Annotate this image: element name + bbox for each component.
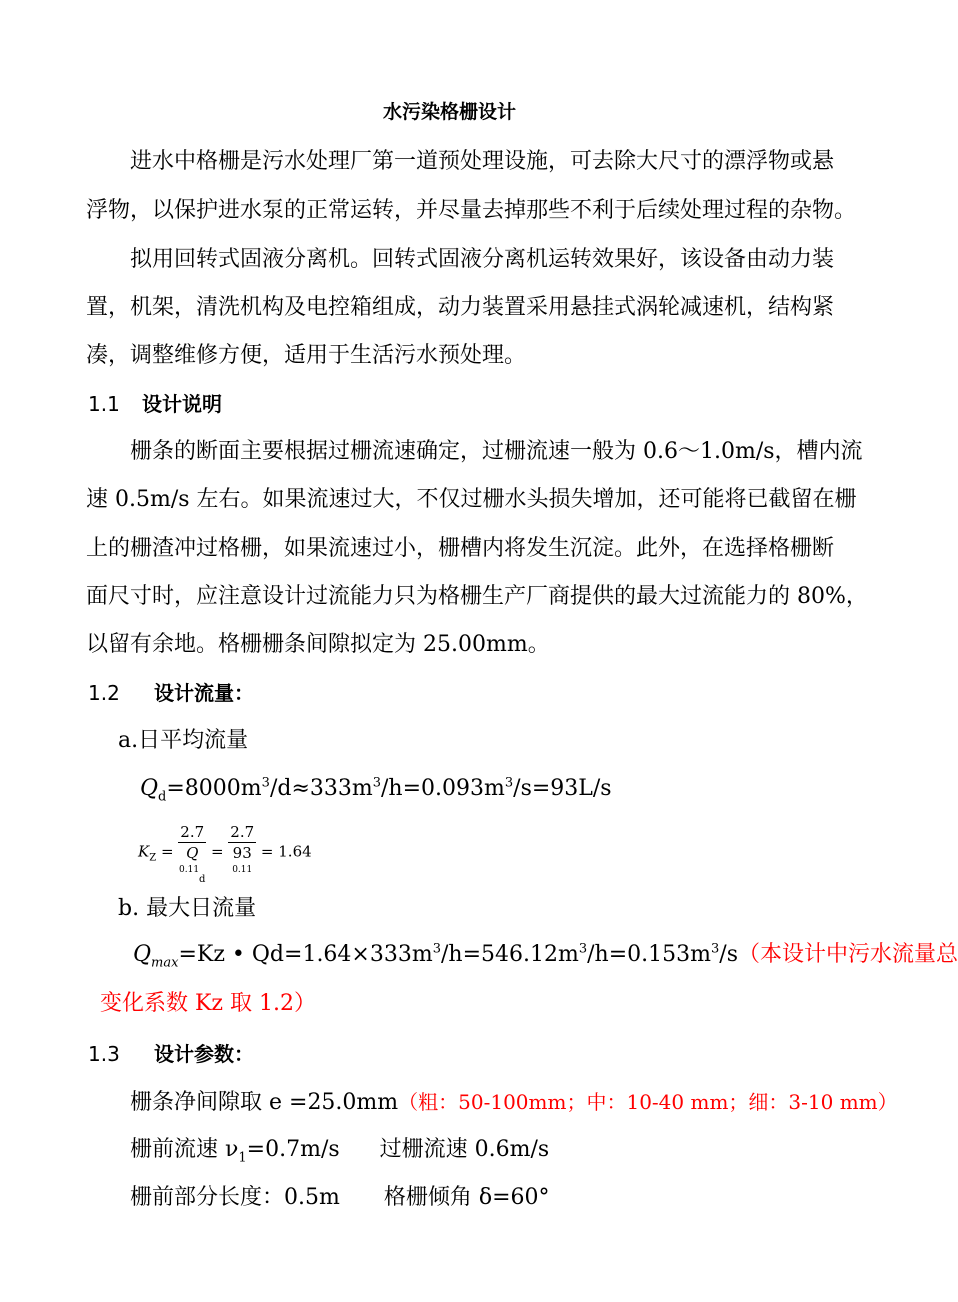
section-number: 1.3 [88,1042,120,1066]
intro-p2-line3: 凑，调整维修方便，适用于生活污水预处理。 [86,343,527,368]
s11-line2: 速 0.5m/s 左右。如果流速过大，不仅过栅水头损失增加，还可能将已截留在栅 [86,487,857,512]
daily-avg-label: a.日平均流量 [118,728,249,753]
section-title: 设计参数： [154,1042,254,1066]
kz-formula: $K_Z$ = 2.7 Q $^{0.11}_d$ = 2.7 93 $^{0.11}$ = 1.64 [138,823,312,885]
section-1-3-heading [88,1040,254,1068]
s11-line3: 上的栅渣冲过格栅，如果流速过小，栅槽内将发生沉淀。此外，在选择格栅断 [86,536,835,561]
gap-note: （粗：50-100mm；中：10-40 mm；细：3-10 mm） [398,1090,898,1114]
s11-line5: 以留有余地。格栅栅条间隙拟定为 25.00mm。 [86,632,550,657]
section-title: 设计流量： [154,681,254,705]
section-1-2-heading [88,679,254,707]
intro-p2-line1: 拟用回转式固液分离机。回转式固液分离机运转效果好，该设备由动力装 [130,247,835,272]
kz-note-line2: 变化系数 Kz 取 1.2） [100,991,316,1016]
section-1-1-heading [88,390,222,418]
kz-fraction-1: 2.7 Q $^{0.11}_d$ [179,823,206,885]
section-number: 1.2 [88,681,120,705]
velocity-params: 栅前流速 $\nu_1=0.7m/s$ 过栅流速 0.6m/s [130,1137,550,1166]
intro-p1-line1: 进水中格栅是污水处理厂第一道预处理设施，可去除大尺寸的漂浮物或悬 [130,149,835,174]
qd-formula: $Q_d=8000m^3/d\approx 333m^3/h=0.093m^3/s=93L/s$ [140,775,612,805]
s11-line1: 栅条的断面主要根据过栅流速确定，过栅流速一般为 0.6～1.0m/s，槽内流 [130,439,863,464]
s11-line4: 面尺寸时，应注意设计过流能力只为格栅生产厂商提供的最大过流能力的 80%， [86,584,868,609]
page-title: 水污染格栅设计 [383,101,517,123]
intro-p2-line2: 置，机架，清洗机构及电控箱组成，动力装置采用悬挂式涡轮减速机，结构紧 [86,295,835,320]
section-title: 设计说明 [142,392,222,416]
qmax-formula: $Q_{max}=Kz$ • $Qd=1.64\times 333m^3/h=546.12m^3/h=0.153m^3/s$（本设计中污水流量总 [133,941,958,971]
intro-p1-line2: 浮物，以保护进水泵的正常运转，并尽量去掉那些不利于后续处理过程的杂物。 [86,198,857,223]
kz-note: （本设计中污水流量总 [737,942,958,967]
max-daily-label: b. 最大日流量 [118,896,257,921]
section-number: 1.1 [88,392,120,416]
length-angle-params: 栅前部分长度：0.5m 格栅倾角 δ=60° [130,1185,550,1210]
gap-param: 栅条净间隙取 e =25.0mm（粗：50-100mm；中：10-40 mm；细：3-10 mm） [130,1090,898,1115]
kz-fraction-2: 2.7 93 $^{0.11}$ [230,823,255,875]
